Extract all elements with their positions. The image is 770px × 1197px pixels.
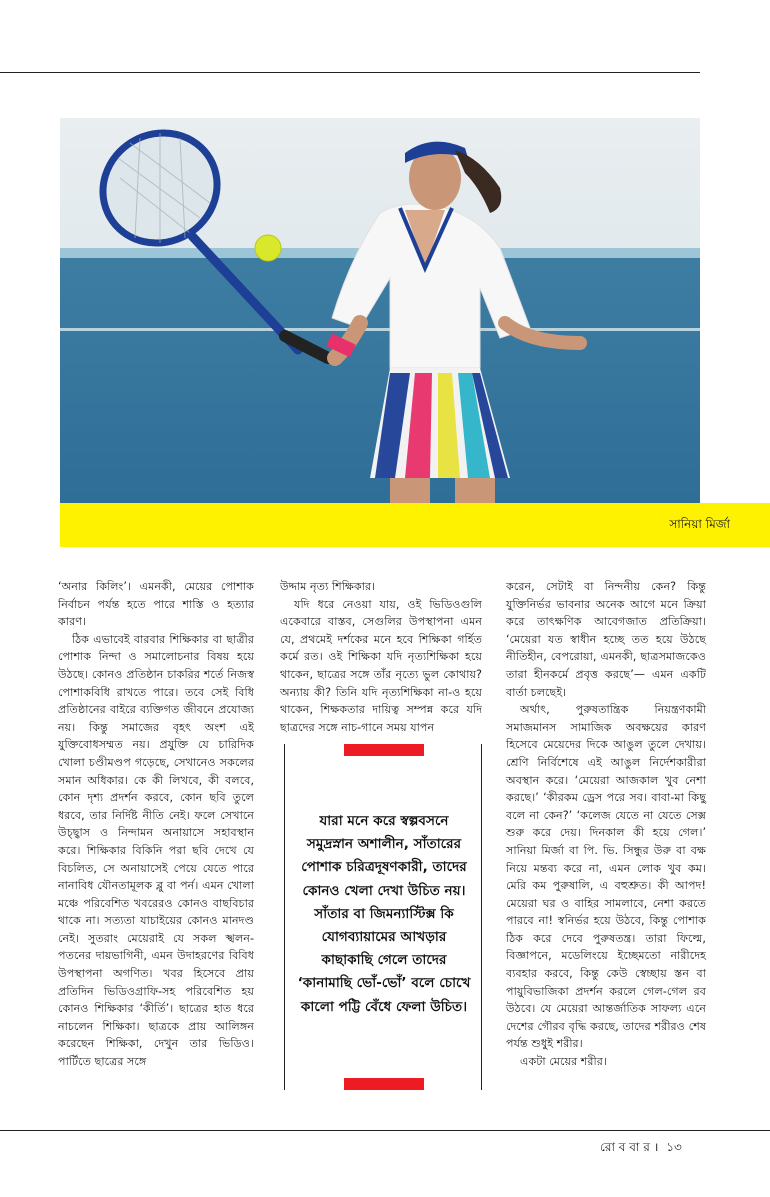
footer-separator: ।	[653, 1140, 659, 1154]
caption-bar	[60, 503, 770, 547]
article-column-1	[58, 578, 254, 1071]
tennis-ball	[255, 235, 281, 261]
hero-photo	[60, 118, 700, 503]
pull-quote	[284, 744, 482, 1090]
paragraph: করেন, সেটাই বা নিন্দনীয় কেন? কিন্তু যুক্তিনির্ভর ভাবনার অনেক আগে মনে ক্রিয়া করে তাৎক্ষণিক আবেগজাত প্রতিক্রিয়া। ‘মেয়েরা যত স্বাধীন হচ্ছে তত হয়ে উঠছে নীতিহীন, বেপরোয়া, এমনকী, ছাত্রসমাজকেও তারা হীনকর্মে প্রবৃত্ত করছে’— এমন একটি বার্তা চলছেই।	[506, 580, 706, 699]
paragraph: যদি ধরে নেওয়া যায়, ওই ভিডিওগুলি একেবারে বাস্তব, সেগুলির উপস্থাপনা এমন যে, প্রথমেই দর্শকের মনে হবে শিক্ষিকা গর্হিত কর্মে রত। ওই শিক্ষিকা যদি নৃত্যশিক্ষিকা হয়ে থাকেন, ছাত্রের সঙ্গে তাঁর নৃত্যে ভুল কোথায়? অন্যায় কী? তিনি যদি নৃত্যশিক্ষিকা না-ও হয়ে থাকেন, শিক্ষকতার দায়িত্ব সম্পন্ন করে যদি ছাত্রদের সঙ্গে নাচ-গানে সময় যাপন	[280, 597, 482, 734]
pull-quote-text: যারা মনে করে স্বল্পবসনে সমুদ্রস্নান অশালীন, সাঁতারের পোশাক চরিত্রদূষণকারী, তাদের কোনও খেলা দেখা উচিত নয়। সাঁতার বা জিমন্যাস্টিক্স কি যোগব্যায়ামের আখড়ার কাছাকাছি গেলে তাদের ‘কানামাছি ভোঁ-ভোঁ’ বলে চোখে কালো পট্টি বেঁধে ফেলা উচিত।	[297, 813, 471, 1015]
top-rule	[0, 72, 700, 73]
pull-quote-top-bar	[344, 744, 424, 756]
pull-quote-bottom-bar	[344, 1078, 424, 1090]
paragraph: একটা মেয়ের শরীর।	[520, 1055, 607, 1069]
paragraph: ঠিক এভাবেই বারবার শিক্ষিকার বা ছাত্রীর পোশাক নিন্দা ও সমালোচনার বিষয় হয়ে উঠছে। কোনও প্রতিষ্ঠান চাকরির শর্তে নিজস্ব পোশাকবিধি রাখতে পারে। তবে সেই বিধি প্রতিষ্ঠানের বাইরে ব্যক্তিগত জীবনে প্রযোজ্য নয়। কিন্তু সমাজের বৃহৎ অংশ এই যুক্তিবোধসম্মত নয়। প্রযুক্তি যে চারিদিক খোলা চণ্ডীমণ্ডপ গড়েছে, সেখানেও সকলের সমান অধিকার। কে কী লিখবে, কী বলবে, কোন দৃশ্য প্রদর্শন করবে, কোন ছবি তুলে ধরবে, তার নির্দিষ্ট নীতি নেই। ফলে সেখানে উচ্ছ্বাস ও নিন্দামন অনায়াসে সহাবস্থান করে। শিক্ষিকার বিকিনি পরা ছবি দেখে যে বিচলিত, সে অনায়াসেই পেয়ে যেতে পারে নানাবিধ যৌনতামূলক ব্লু বা পর্ন। এমন খোলা মঞ্চে পরিবেশিত খবরেরও কোনও বাছবিচার থাকে না। সত্যতা যাচাইয়ের কোনও মানদণ্ড নেই। সুতরাং মেয়েরাই যে সকল স্খলন-পতনের দায়ভাগিনী, এমন উদাহরণের বিবিধ উপস্থাপনা অগণিত। খবর হিসেবে প্রায় প্রতিদিন ভিডিওগ্রাফি-সহ পরিবেশিত হয় কোনও শিক্ষিকার ‘কীর্তি’। ছাত্রের হাত ধরে নাচলেন শিক্ষিকা। ছাত্রকে প্রায় আলিঙ্গন করেছেন শিক্ষিকা, দেখুন তার ভিডিও। পার্টিতে ছাত্রের সঙ্গে	[58, 632, 254, 1069]
paragraph: অর্থাৎ, পুরুষতান্ত্রিক নিয়ন্ত্রণকামী সমাজমানস সামাজিক অবক্ষয়ের কারণ হিসেবে মেয়েদের দিকে আঙুল তুলে দেখায়। শ্রেণি নির্বিশেষে এই আঙুল নির্দেশকারীরা অবস্থান করে। ‘মেয়েরা আজকাল খুব নেশা করছে।’ ‘কীরকম ড্রেস পরে সব। বাবা-মা কিছু বলে না কেন?’ ‘কলেজ যেতে না যেতে সেক্স শুরু করে দেয়। দিনকাল কী হয়ে গেল।’ সানিয়া মির্জা বা পি. ভি. সিন্ধুর উরু বা বক্ষ নিয়ে মন্তব্য করে না, এমন লোক খুব কম। মেরি কম পুরুষালি, এ বহুশ্রুত। কী আপদ! মেয়েরা ঘর ও বাহির সামলাবে, নেশা করতে পারবে না! স্বনির্ভর হয়ে উঠবে, কিন্তু পোশাক ঠিক করে দেবে পুরুষতন্ত্র। তারা ফিল্মে, বিজ্ঞাপনে, মডেলিংয়ে ইচ্ছেমতো নারীদেহ ব্যবহার করবে, কিন্তু কেউ স্বেচ্ছায় স্তন বা পায়ুবিভাজিকা প্রদর্শন করলে গেল-গেল রব উঠবে। যে মেয়েরা আন্তর্জাতিক সাফল্য এনে দেশের গৌরব বৃদ্ধি করছে, তাদের শরীরও শেষ পর্যন্ত শুধুই শরীর।	[506, 703, 706, 1051]
article-column-3	[506, 578, 706, 1071]
paragraph: উদ্দাম নৃত্য শিক্ষিকার।	[280, 580, 376, 593]
page-footer	[598, 1138, 684, 1159]
magazine-name: রো ব বা র	[600, 1140, 650, 1154]
paragraph: ‘অনার কিলিং’। এমনকী, মেয়ের পোশাক নির্বাচন পর্যন্ত হতে পারে শাস্তি ও হত্যার কারণ।	[58, 580, 254, 629]
photo-caption: সানিয়া মির্জা	[669, 517, 730, 531]
bottom-rule	[0, 1130, 770, 1131]
tennis-player-illustration	[60, 118, 700, 503]
article-column-2	[280, 578, 482, 736]
page-number: ১৩	[666, 1140, 682, 1154]
